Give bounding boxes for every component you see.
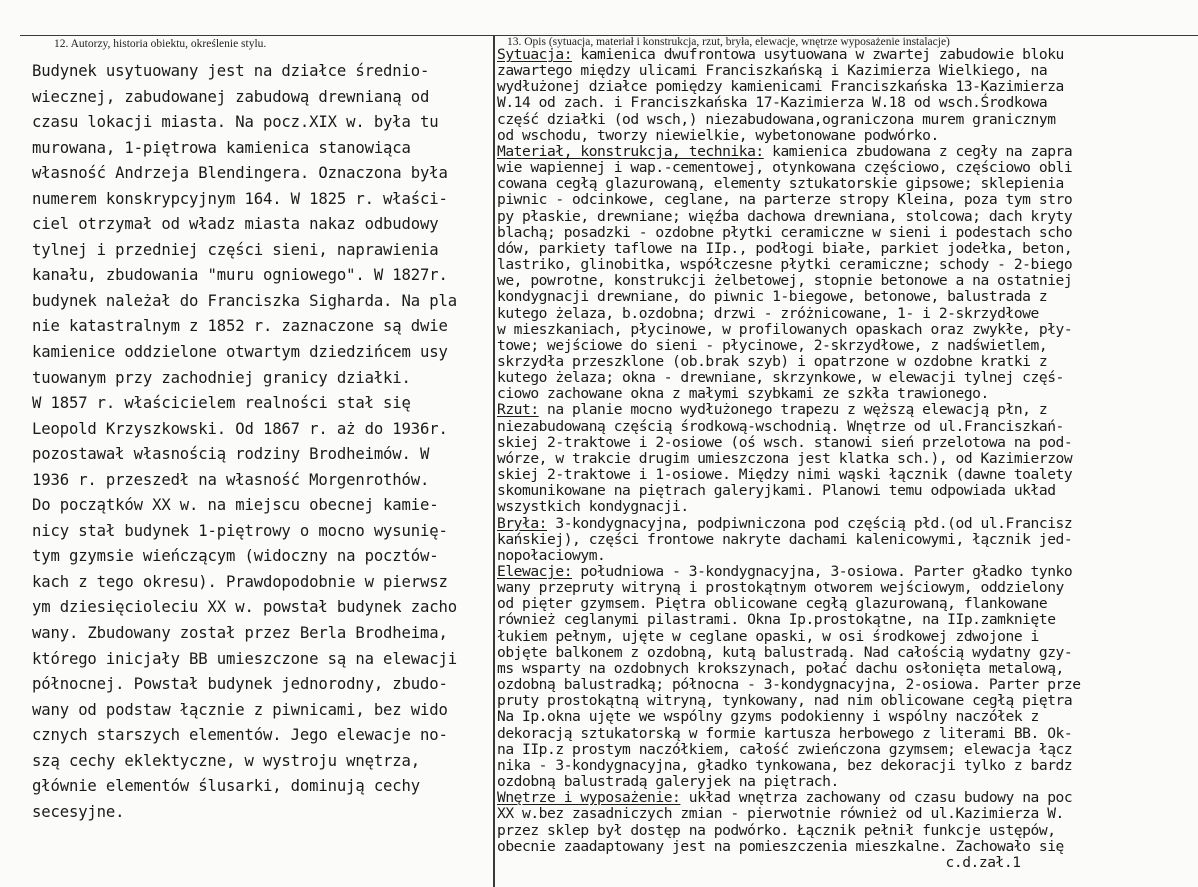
description-line — [497, 726, 1081, 742]
description-line-text: ozdobną balustradką; północna - 3-kondygnacyjna, 2-osiowa. Parter prze — [497, 676, 1081, 694]
description-line-text: cowana cegłą glazurowaną, elementy sztukatorskie gipsowe; sklepienia — [497, 175, 1064, 193]
description-line-text: od wschodu, tworzy niewielkie, wybetonowane podwórko. — [497, 126, 939, 144]
description-line-text: wydłużonej działce pomiędzy kamienicami Franciszkańska 13-Kazimierza — [497, 78, 1064, 96]
history-line: budynek należał do Franciszka Sigharda. Na pla — [32, 291, 457, 310]
description-line-text: układ wnętrza zachowany od czasu budowy na poc — [680, 789, 1073, 807]
section-label: Rzut: — [497, 401, 539, 419]
description-line-text: ozdobną balustradą galeryjek na piętrach. — [497, 773, 839, 791]
section-label: Materiał, konstrukcja, technika: — [497, 142, 764, 160]
history-line: wiecznej, zabudowanej zabudową drewnianą od — [32, 87, 430, 106]
description-line-text: wie wapiennej i wap.-cementowej, otynkowana częściowo, częściowo obli — [497, 159, 1073, 177]
description-line — [497, 467, 1081, 483]
description-line-text: wszystkich kondygnacji. — [497, 498, 689, 516]
description-line-text: zawartego między ulicami Franciszkańską i Kazimierza Wielkiego, na — [497, 62, 1048, 80]
history-line: murowana, 1-piętrowa kamienica stanowiąca — [32, 138, 411, 157]
description-line — [497, 338, 1081, 354]
history-line: tym gzymsie wieńczącym (widoczny na pocztów- — [32, 547, 439, 566]
history-line: tuowanym przy zachodniej granicy działki. — [32, 368, 411, 387]
description-line — [497, 144, 1081, 160]
description-line — [497, 742, 1081, 758]
description-line-text: W.14 od zach. i Franciszkańska 17-Kazimierza W.18 od wsch.Środkowa — [497, 94, 1048, 112]
description-line — [497, 273, 1081, 289]
history-line: ym dziesięcioleciu XX w. powstał budynek zacho — [32, 598, 457, 617]
description-line-text: część działki (od wsch,) niezabudowana,ograniczona murem granicznym — [497, 110, 1056, 128]
description-line-text: od pięter gzymsem. Piętra oblicowane cegłą glazurowaną, flankowane — [497, 595, 1048, 613]
history-line: czasu lokacji miasta. Na pocz.XIX w. była tu — [32, 113, 439, 132]
history-line: własność Andrzeja Blendingera. Oznaczona była — [32, 164, 448, 183]
column-divider — [493, 35, 495, 887]
description-line — [497, 370, 1081, 386]
description-line-text: Na Ip.okna ujęte we wspólny gzyms podokienny i wspólny naczółek z — [497, 708, 1039, 726]
description-line-text: piwnic - odcinkowe, ceglane, na parterze stropy Kleina, poza tym stro — [497, 191, 1073, 209]
history-line: Do początków XX w. na miejscu obecnej kamie- — [32, 496, 439, 515]
description-line-text: niezabudowaną częścią środkową-wschodnią. Wnętrze od ul.Franciszkań- — [497, 417, 1064, 435]
description-line — [497, 128, 1081, 144]
description-line-text: c.d.zał.1 — [945, 853, 1021, 871]
description-line — [497, 322, 1081, 338]
description-line — [497, 612, 1081, 628]
description-line — [497, 160, 1081, 176]
description-line — [497, 693, 1081, 709]
description-line-text: skomunikowane na piętrach galeryjkami. Planowi temu odpowiada układ — [497, 482, 1056, 500]
description-line-text: wany przepruty witryną i prostokątnym otworem wejściowym, oddzielony — [497, 579, 1064, 597]
description-line-text: we, powrotne, konstrukcji żelbetowej, stopnie betonowe a na ostatniej — [497, 272, 1073, 290]
description-line-text: w mieszkaniach, płycinowe, w profilowanych opaskach oraz zwykłe, pły- — [497, 320, 1073, 338]
description-line — [497, 306, 1081, 322]
description-line — [497, 451, 1081, 467]
description-line — [497, 709, 1081, 725]
description-line — [497, 516, 1081, 532]
description-line — [497, 354, 1081, 370]
description-line — [497, 386, 1081, 402]
description-line — [497, 402, 1081, 418]
description-line — [497, 855, 1081, 871]
description-line — [497, 790, 1081, 806]
description-line-text: przez sklep był dostęp na podwórko. Łącznik pełnił funkcje ustępów, — [497, 821, 1056, 839]
description-line — [497, 580, 1081, 596]
history-line: nicy stał budynek 1-piętrowy o mocno wysunię- — [32, 521, 448, 540]
description-line-text: dekoracją sztukatorską w formie kartusza herbowego z literami BB. Ok- — [497, 724, 1073, 742]
history-line: ciel otrzymał od władz miasta nakaz odbudowy — [32, 215, 439, 234]
description-line-text: dów, parkiety taflowe na IIp., podłogi białe, parkiet jodełka, beton, — [497, 239, 1073, 257]
description-line-text: pruty prostokątną witryną, tynkowany, nad nim oblicowane cegłą piętra — [497, 692, 1073, 710]
description-line — [497, 548, 1081, 564]
description-line-text: łukiem pełnym, ujęte w ceglane opaski, w osi środkowej zdwojone i — [497, 627, 1039, 645]
description-line — [497, 483, 1081, 499]
description-line — [497, 257, 1081, 273]
description-line-text: objęte balkonem z ozdobną, kutą balustradą. Nad całością wydatny gzy- — [497, 643, 1073, 661]
history-line: tylnej i przedniej części sieni, naprawienia — [32, 240, 439, 259]
description-line — [497, 596, 1081, 612]
description-line — [497, 532, 1081, 548]
description-line — [497, 661, 1081, 677]
description-line-text: ciowo zachowane okna z małymi szybkami ze szkła trawionego. — [497, 385, 989, 403]
description-line — [497, 225, 1081, 241]
description-line — [497, 499, 1081, 515]
description-line-text: południowa - 3-kondygnacyjna, 3-osiowa. Parter gładko tynko — [572, 563, 1073, 580]
history-line: numerem konskrypcyjnym 164. W 1825 r. właści- — [32, 189, 448, 208]
description-line-text: również ceglanymi pilastrami. Okna Ip.prostokątne, na IIp.zamknięte — [497, 611, 1056, 629]
description-line-text: ms wsparty na ozdobnych krokszynach, połać dachu osłonięta metalową, — [497, 659, 1064, 677]
section-label: Sytuacja: — [497, 46, 573, 63]
description-line — [497, 192, 1081, 208]
history-line: kanału, zbudowania "muru ogniowego". W 1827r. — [32, 266, 448, 285]
history-line: cznych starszych elementów. Jego elewacje no- — [32, 726, 448, 745]
description-line — [497, 629, 1081, 645]
description-line — [497, 176, 1081, 192]
history-line: szą cechy eklektyczne, w wystroju wnętrza, — [32, 751, 421, 770]
description-line-text: skiej 2-traktowe i 1-osiowe. Między nimi wąski łącznik (dawne toalety — [497, 466, 1073, 484]
description-line — [497, 419, 1081, 435]
history-line: nie katastralnym z 1852 r. zaznaczone są dwie — [32, 317, 448, 336]
description-line — [497, 47, 1081, 63]
section-label: Wnętrze i wyposażenie: — [497, 789, 681, 807]
description-line-text: nika - 3-kondygnacyjna, gładko tynkowana, bez dekoracji tylko z bardz — [497, 756, 1073, 774]
description-line-text: kamienica zbudowana z cegły na zapra — [763, 142, 1073, 160]
description-line-text: towe; wejściowe do sieni - płycinowe, 2-skrzydłowe, z nadświetlem, — [497, 336, 1048, 354]
history-line: kach z tego okresu). Prawdopodobnie w pierwsz — [32, 572, 448, 591]
description-line-text: 3-kondygnacyjna, podpiwniczona pod częścią płd.(od ul.Francisz — [547, 514, 1073, 532]
description-line — [497, 289, 1081, 305]
description-line — [497, 95, 1081, 111]
description-line-text: obecnie zaadaptowany jest na pomieszczenia mieszkalne. Zachowało się — [497, 837, 1064, 855]
description-line-text: lastriko, glinobitka, współczesne płytki ceramiczne; schody - 2-biego — [497, 256, 1073, 274]
history-line: pozostawał własnością rodziny Brodheimów. W — [32, 445, 430, 464]
description-text — [497, 47, 1081, 871]
description-line-text: blachą; posadzki - ozdobne płytki ceramiczne w sieni i podestach scho — [497, 223, 1073, 241]
description-line — [497, 774, 1081, 790]
history-line: Budynek usytuowany jest na działce średnio- — [32, 62, 430, 80]
description-line — [497, 839, 1081, 855]
description-line — [497, 112, 1081, 128]
history-line: secesyjne. — [32, 802, 125, 821]
description-line-text: kondygnacji drewniane, do piwnic 1-biegowe, betonowe, balustrada z — [497, 288, 1048, 306]
history-line: północnej. Powstał budynek jednorodny, zbudo- — [32, 675, 448, 694]
history-line: głównie elementów ślusarki, dominują cechy — [32, 777, 421, 796]
section-label: Bryła: — [497, 514, 548, 532]
description-section-header: 13. Opis (sytuacja, materiał i konstrukcja, rzut, bryła, elewacje, wnętrze wyposażenie instalacje) — [507, 36, 950, 48]
description-line-text: py płaskie, drewniane; więźba dachowa drewniana, stolcowa; dach kryty — [497, 207, 1073, 225]
description-line-text: kutego żelaza; okna - drewniane, skrzynkowe, w elewacji tylnej częś- — [497, 369, 1064, 387]
history-line: wany od podstaw łącznie z piwnicami, bez wido — [32, 700, 448, 719]
description-line — [497, 241, 1081, 257]
description-line — [497, 758, 1081, 774]
description-line-text: na IIp.z prostym naczółkiem, całość zwieńczona gzymsem; elewacja łącz — [497, 740, 1073, 758]
description-line-text: na planie mocno wydłużonego trapezu z węższą elewacją płn, z — [538, 401, 1048, 419]
history-line: którego inicjały BB umieszczone są na elewacji — [32, 649, 457, 668]
description-line — [497, 209, 1081, 225]
description-line — [497, 806, 1081, 822]
history-section-header: 12. Autorzy, historia obiektu, określenie stylu. — [54, 38, 267, 50]
description-line — [497, 564, 1081, 580]
description-line-text: kutego żelaza, b.ozdobna; drzwi - zróżnicowane, 1- i 2-skrzydłowe — [497, 304, 1039, 322]
description-line — [497, 435, 1081, 451]
history-line: W 1857 r. właścicielem realności stał się — [32, 394, 411, 413]
section-label: Elewacje: — [497, 563, 573, 580]
description-line — [497, 823, 1081, 839]
history-line: kamienice oddzielone otwartym dziedzińcem usy — [32, 343, 448, 362]
description-line-text: skiej 2-traktowe i 2-osiowe (oś wsch. stanowi sień przelotowa na pod- — [497, 433, 1073, 451]
description-line-text: skrzydła przeszklone (ob.brak szyb) i opatrzone w ozdobne kratki z — [497, 352, 1048, 370]
description-line — [497, 677, 1081, 693]
description-line-text: nopołaciowym. — [497, 546, 606, 564]
history-line: Leopold Krzyszkowski. Od 1867 r. aż do 1936r. — [32, 419, 448, 438]
description-line-text: XX w.bez zasadniczych zmian - pierwotnie również od ul.Kazimierza W. — [497, 805, 1064, 823]
history-text — [32, 59, 457, 825]
description-line — [497, 645, 1081, 661]
description-line-text: kańskiej), części frontowe nakryte dachami kalenicowymi, łącznik jed- — [497, 530, 1073, 548]
history-line: 1936 r. przeszedł na własność Morgenrothów. — [32, 470, 430, 489]
description-line — [497, 63, 1081, 79]
description-line-text: wórze, w trakcie drugim umieszczona jest klatka sch.), od Kazimierzow — [497, 449, 1073, 467]
description-line-text: kamienica dwufrontowa usytuowana w zwartej zabudowie bloku — [572, 46, 1064, 63]
history-line: wany. Zbudowany został przez Berla Brodheima, — [32, 624, 448, 643]
